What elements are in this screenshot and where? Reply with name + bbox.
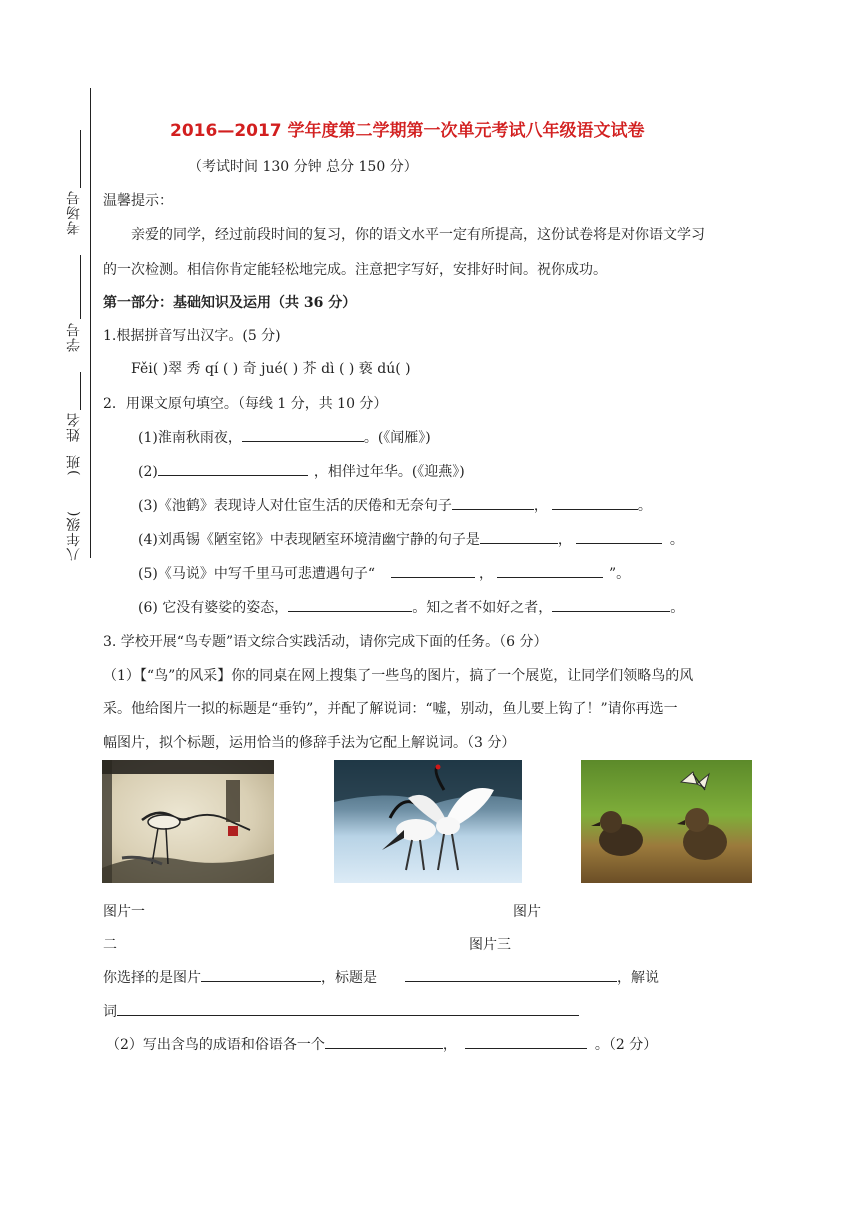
proverb-blank[interactable] [465, 1034, 587, 1049]
picture-two-cranes [334, 760, 522, 883]
picture-one-heron [102, 760, 274, 883]
q2-line-3-text: (3)《池鹤》表现诗人对仕宦生活的厌倦和无奈句子 [138, 498, 452, 514]
q2-blank-4a[interactable] [480, 529, 558, 544]
idiom-blank[interactable] [325, 1034, 443, 1049]
student-no-label: 学号 [66, 322, 82, 352]
q2-line-6-text-a: (6) 它没有婆娑的姿态， [138, 600, 289, 616]
q2-line-6-end: 。 [670, 600, 685, 616]
exam-subtitle: （考试时间 130 分钟 总分 150 分） [188, 159, 418, 175]
q2-line-6 [138, 597, 684, 617]
answer-caption-label: ，解说 [617, 970, 659, 986]
q2-line-5-comma: ， [479, 566, 493, 582]
q2-blank-6b[interactable] [552, 597, 670, 612]
caption-picture-one: 图片一 [103, 904, 145, 920]
exam-room-label: 考场号 [66, 190, 82, 235]
picture-three-ducklings [581, 760, 752, 883]
binding-line [90, 88, 91, 558]
part1-heading: 第一部分：基础知识及运用（共 36 分） [103, 295, 357, 311]
caption-picture-two-a: 图片 [513, 904, 541, 920]
q2-line-5-text: (5)《马说》中写千里马可悲遭遇句子“ [138, 566, 375, 582]
q3-para-3: 幅图片，拟个标题，运用恰当的修辞手法为它配上解说词。（3 分） [103, 735, 516, 751]
q2-line-2-num: (2) [138, 464, 158, 480]
q3-sub2-text: （2）写出含鸟的成语和俗语各一个 [106, 1037, 325, 1053]
class-label: )班 [66, 454, 82, 476]
answer-caption-label-2: 词 [103, 1004, 117, 1020]
q3-para-2: 采。他给图片一拟的标题是“垂钓”，并配了解说词：“嘘，别动，鱼儿要上钩了！”请你再选一 [103, 701, 678, 717]
answer-caption-line [103, 1001, 579, 1021]
ducklings-drawing [581, 760, 752, 883]
q2-line-1-text: (1)淮南秋雨夜， [138, 430, 242, 446]
q3-para-1: （1）【“鸟”的风采】你的同桌在网上搜集了一些鸟的图片，搞了一个展览，让同学们领略鸟的风 [103, 668, 694, 684]
q2-line-2 [138, 461, 465, 481]
caption-picture-three: 图片三 [469, 937, 511, 953]
q2-blank-2[interactable] [158, 461, 308, 476]
q2-blank-4b[interactable] [576, 529, 662, 544]
answer-choice-label: 你选择的是图片 [103, 970, 201, 986]
intro-line-1: 亲爱的同学，经过前段时间的复习，你的语文水平一定有所提高，这份试卷将是对你语文学习 [131, 227, 705, 243]
name-label: 姓名 [66, 412, 82, 442]
q2-line-5-end: ”。 [609, 566, 631, 582]
q2-line-4-text: (4)刘禹锡《陋室铭》中表现陋室环境清幽宁静的句子是 [138, 532, 480, 548]
q3-sub2-line [106, 1034, 657, 1054]
q1-items: Fěi( )翠 秀 qí ( ) 奇 jué( ) 芥 dì ( ) 亵 dú( ) [131, 361, 411, 377]
q2-line-6-text-b: 。知之者不如好之者， [412, 600, 553, 616]
student-no-blank[interactable] [80, 255, 81, 319]
q3-sub2-comma: ， [442, 1037, 457, 1053]
q2-blank-1[interactable] [242, 427, 364, 442]
caption-picture-two-b: 二 [103, 937, 117, 953]
answer-choice-line [103, 967, 659, 987]
q2-blank-5b[interactable] [497, 563, 603, 578]
name-blank[interactable] [80, 372, 81, 410]
cranes-drawing [334, 760, 522, 883]
q3-prompt: 3. 学校开展“鸟专题”语文综合实践活动，请你完成下面的任务。（6 分） [103, 634, 548, 650]
q2-blank-3b[interactable] [552, 495, 638, 510]
intro-label: 温馨提示： [103, 193, 173, 209]
q2-line-4-comma: ， [557, 532, 572, 548]
q2-line-3-end: 。 [637, 498, 652, 514]
q2-line-4-end: 。 [669, 532, 684, 548]
answer-picture-blank[interactable] [201, 967, 321, 982]
q2-prompt: 2．用课文原句填空。（每线 1 分，共 10 分） [103, 396, 388, 412]
heron-drawing [102, 760, 274, 883]
answer-caption-blank[interactable] [117, 1001, 579, 1016]
q2-line-3-comma: ， [533, 498, 548, 514]
grade-label: 八年级( [66, 510, 82, 562]
q2-blank-6a[interactable] [288, 597, 412, 612]
q2-line-1 [138, 427, 431, 447]
exam-title: 2016—2017 学年度第二学期第一次单元考试八年级语文试卷 [170, 121, 645, 141]
q2-line-2-text: ，相伴过年华。(《迎燕》) [313, 464, 465, 480]
q2-line-5 [138, 563, 630, 583]
q2-line-1-source: 。(《闻雁》) [363, 430, 431, 446]
q2-line-4 [138, 529, 684, 549]
q2-line-3 [138, 495, 652, 515]
q1-prompt: 1.根据拼音写出汉字。(5 分) [103, 328, 281, 344]
q2-blank-5a[interactable] [391, 563, 475, 578]
answer-title-blank[interactable] [405, 967, 617, 982]
q2-blank-3a[interactable] [452, 495, 534, 510]
exam-room-blank[interactable] [80, 130, 81, 188]
answer-title-label: ，标题是 [321, 970, 377, 986]
q3-sub2-end: 。（2 分） [594, 1037, 658, 1053]
intro-line-2: 的一次检测。相信你肯定能轻松地完成。注意把字写好，安排好时间。祝你成功。 [103, 262, 607, 278]
